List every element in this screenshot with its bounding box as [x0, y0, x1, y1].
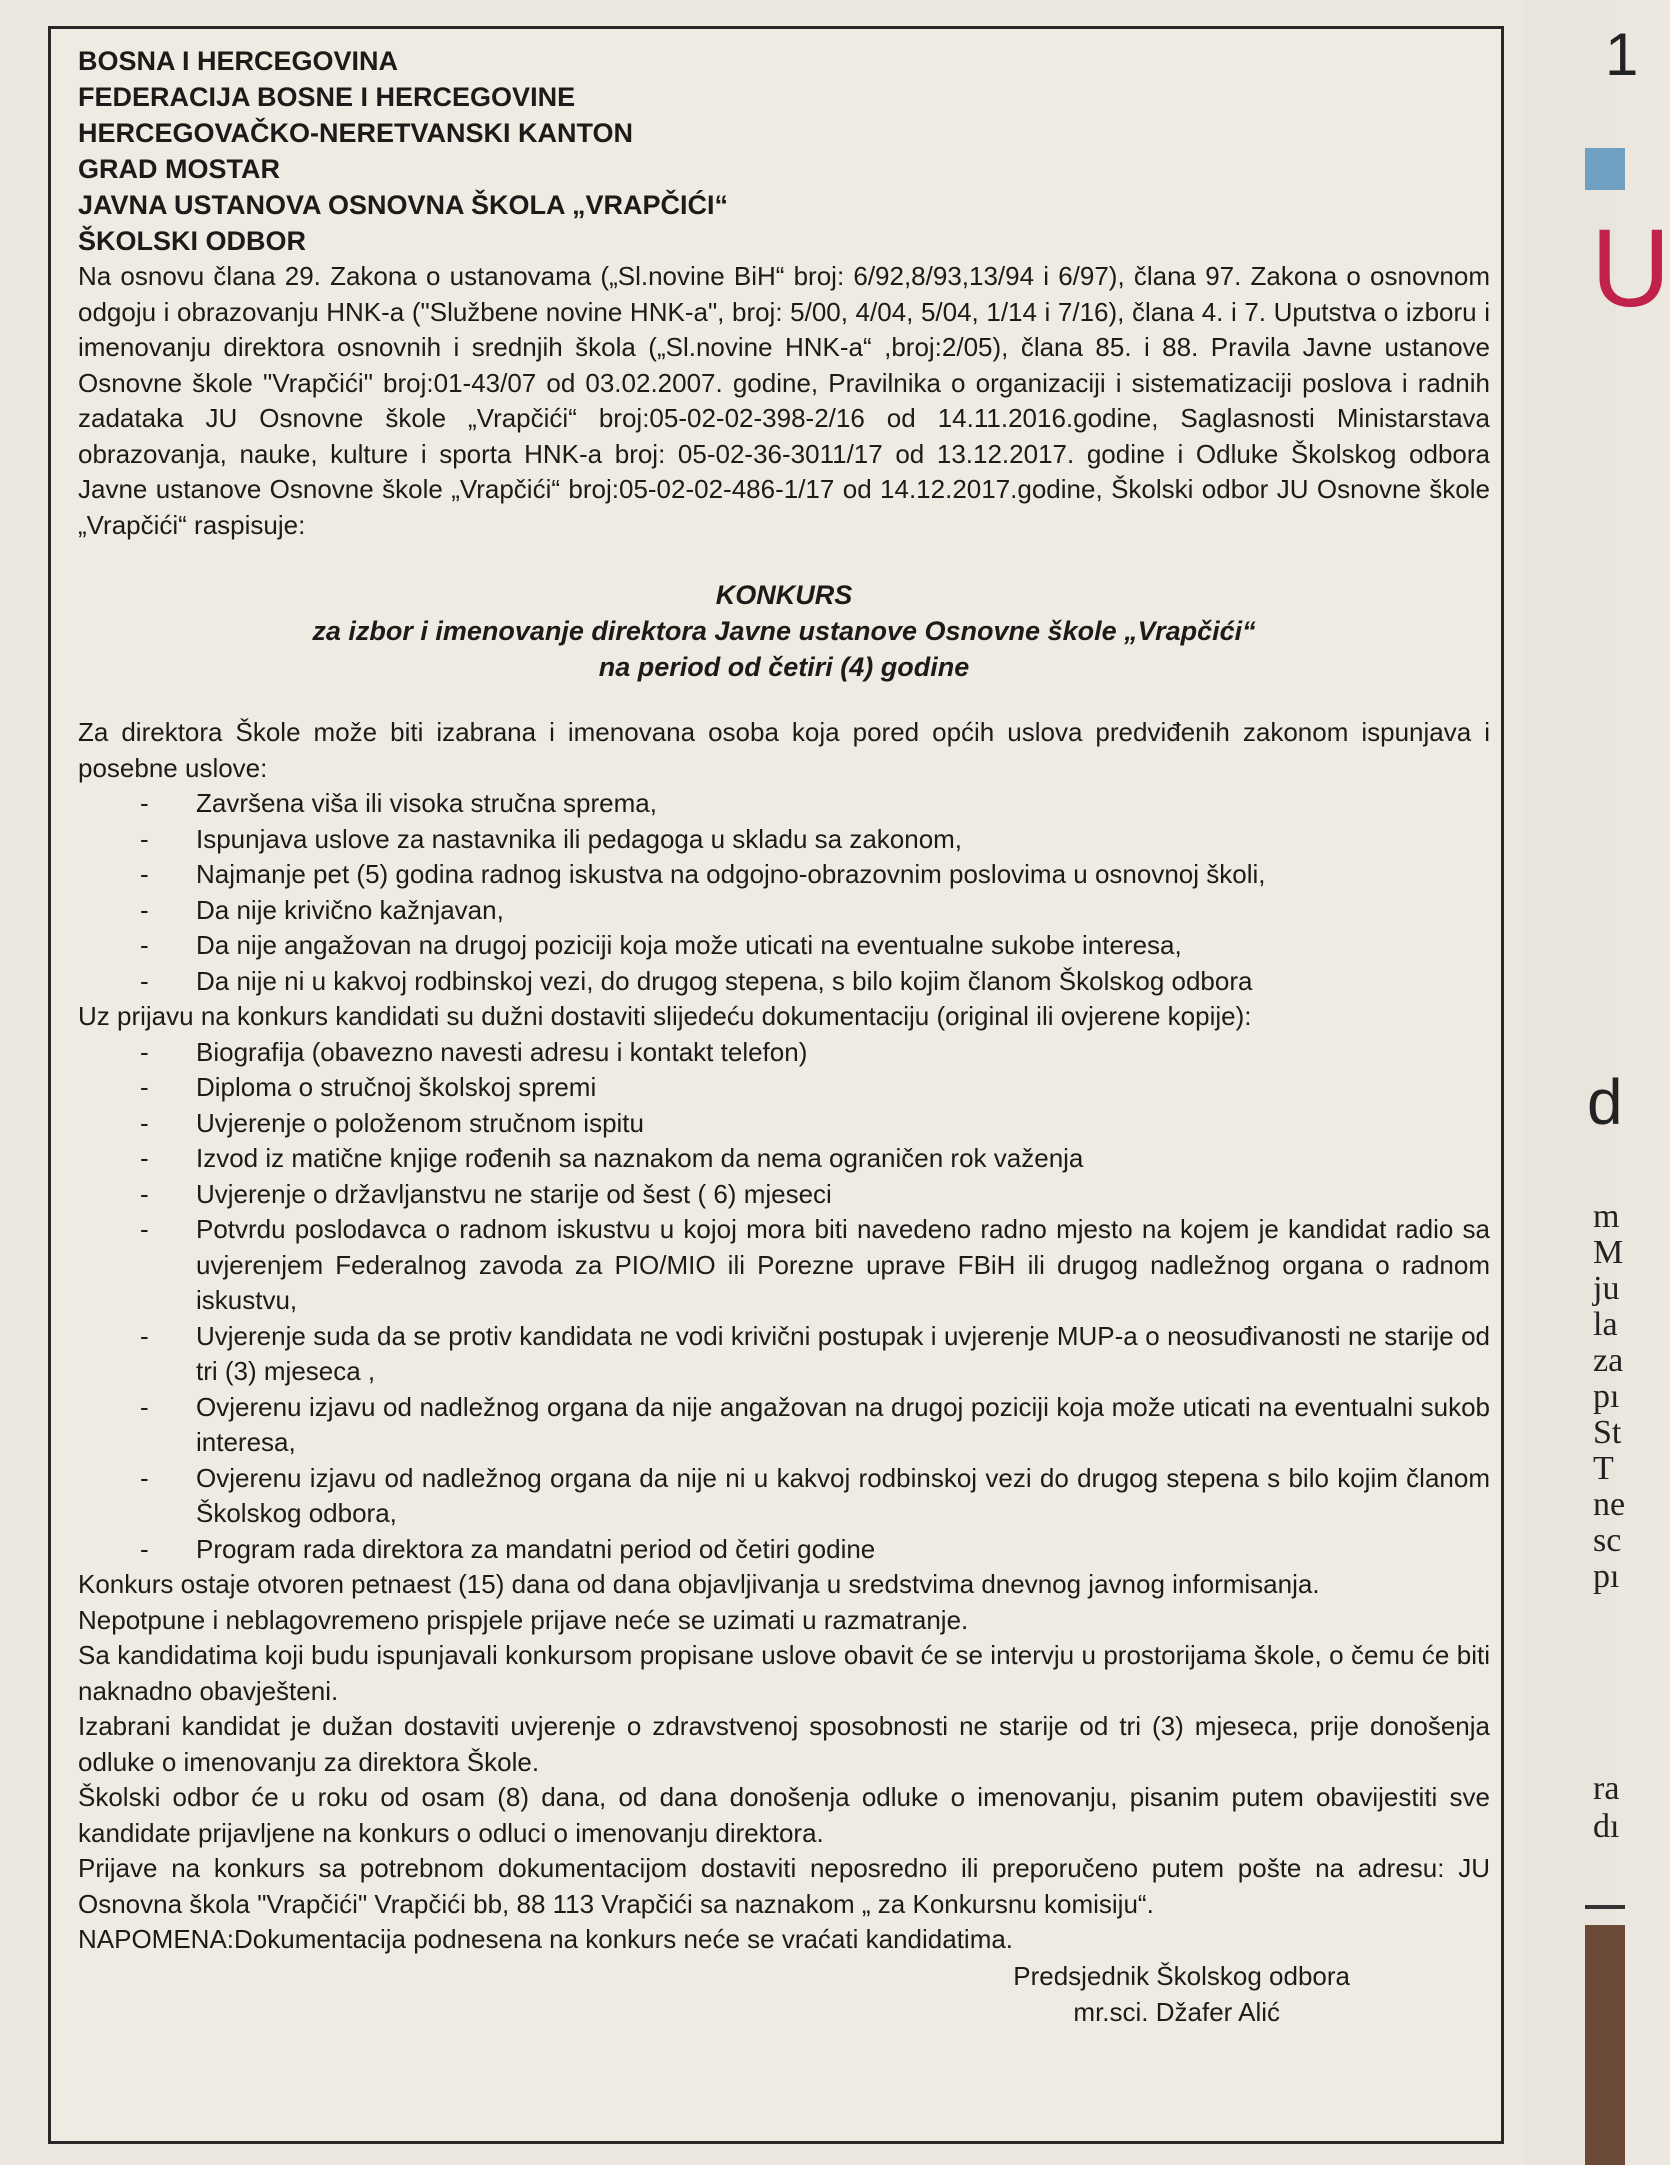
closing-paragraph: Sa kandidatima koji budu ispunjavali konkursom propisane uslove obavit će se intervju u prostorijama škole, o čemu će biti naknadno obavješteni.: [78, 1640, 1490, 1706]
closing-paragraph: Izabrani kandidat je dužan dostaviti uvjerenje o zdravstvenoj sposobnosti ne starije od tri (3) mjeseca, prije donošenja odluke o imenovanju za direktora Škole.: [78, 1711, 1490, 1777]
list-item: - Ovjerenu izjavu od nadležnog organa da nije angažovan na drugoj poziciji koja može uticati na eventualni sukob interesa,: [78, 1390, 1490, 1461]
header-line: JAVNA USTANOVA OSNOVNA ŠKOLA „VRAPČIĆI“: [78, 190, 729, 220]
adjacent-text-fragment: ju: [1593, 1270, 1620, 1307]
notice-content: [78, 43, 1490, 2030]
documents-intro: Uz prijavu na konkurs kandidati su dužni dostaviti slijedeću dokumentaciju (original ili ovjerene kopije):: [78, 1001, 1252, 1031]
header-line: HERCEGOVAČKO-NERETVANSKI KANTON: [78, 118, 634, 148]
list-item: - Ovjerenu izjavu od nadležnog organa da nije ni u kakvoj rodbinskoj vezi do drugog stepena s bilo kojim članom Školskog odbora,: [78, 1461, 1490, 1532]
adjacent-text-fragment: za: [1593, 1342, 1624, 1379]
adjacent-text-fragment: pı: [1593, 1378, 1620, 1415]
notice-title: [78, 577, 1490, 685]
adjacent-color-block: [1585, 148, 1625, 190]
adjacent-text-fragment: M: [1593, 1234, 1624, 1271]
signature-block: [78, 1958, 1490, 2030]
title-period: na period od četiri (4) godine: [598, 652, 970, 682]
list-item: - Najmanje pet (5) godina radnog iskustva na odgojno-obrazovnim poslovima u osnovnoj školi,: [78, 857, 1490, 893]
list-item: - Biografija (obavezno navesti adresu i kontakt telefon): [78, 1035, 1490, 1071]
adjacent-number: 1: [1605, 21, 1639, 88]
adjacent-text-fragment: dı: [1593, 1808, 1620, 1845]
header-line: FEDERACIJA BOSNE I HERCEGOVINE: [78, 82, 576, 112]
adjacent-text-fragment: sc: [1593, 1522, 1622, 1559]
adjacent-text-fragment: St: [1593, 1414, 1622, 1451]
title-konkurs: KONKURS: [715, 580, 853, 610]
closing-paragraph: Konkurs ostaje otvoren petnaest (15) dana od dana objavljivanja u sredstvima dnevnog javnog informisanja.: [78, 1569, 1320, 1599]
list-item: - Potvrdu poslodavca o radnom iskustvu u kojoj mora biti navedeno radno mjesto na kojem je kandidat radio sa uvjerenjem Federalnog zavoda za PIO/MIO ili Porezne uprave FBiH ili drugog nadležnog organa o radnom iskustvu,: [78, 1212, 1490, 1319]
adjacent-text-fragment: ne: [1593, 1486, 1626, 1523]
list-item: - Uvjerenje o državljanstvu ne starije od šest ( 6) mjeseci: [78, 1177, 1490, 1213]
header-line: BOSNA I HERCEGOVINA: [78, 46, 399, 76]
documents-list: [78, 1035, 1490, 1568]
adjacent-rule: [1585, 1905, 1625, 1909]
public-notice-box: [48, 26, 1504, 2144]
adjacent-photo: [1585, 1925, 1625, 2165]
header-line: ŠKOLSKI ODBOR: [78, 226, 307, 256]
adjacent-large-letter: d: [1587, 1066, 1623, 1138]
list-item: - Program rada direktora za mandatni period od četiri godine: [78, 1532, 1490, 1568]
list-item: - Izvod iz matične knjige rođenih sa naznakom da nema ograničen rok važenja: [78, 1141, 1490, 1177]
list-item: - Uvjerenje suda da se protiv kandidata ne vodi krivični postupak i uvjerenje MUP-a o neosuđivanosti ne starije od tri (3) mjeseca ,: [78, 1319, 1490, 1390]
conditions-intro: Za direktora Škole može biti izabrana i imenovana osoba koja pored općih uslova predviđenih zakonom ispunjava i posebne uslove:: [78, 717, 1490, 783]
adjacent-text-fragment: T: [1593, 1450, 1614, 1487]
list-item: - Da nije angažovan na drugoj poziciji koja može uticati na eventualne sukobe interesa,: [78, 928, 1490, 964]
closing-paragraph: Prijave na konkurs sa potrebnom dokumentacijom dostaviti neposredno ili preporučeno putem pošte na adresu: JU Osnovna škola "Vrapčići" Vrapčići bb, 88 113 Vrapčići sa naznakom „ za Konkursnu komisiju“.: [78, 1853, 1490, 1919]
signatory-name: mr.sci. Džafer Alić: [1073, 1996, 1280, 2027]
closing-paragraph: NAPOMENA:Dokumentacija podnesena na konkurs neće se vraćati kandidatima.: [78, 1924, 1014, 1954]
list-item: - Da nije krivično kažnjavan,: [78, 893, 1490, 929]
adjacent-column-fragment: [1525, 0, 1670, 2165]
title-subject: za izbor i imenovanje direktora Javne ustanove Osnovne škole „Vrapčići“: [312, 616, 1256, 646]
closing-paragraph: Školski odbor će u roku od osam (8) dana, od dana donošenja odluke o imenovanju, pisanim putem obavijestiti sve kandidate prijavljene na konkurs o odluci o imenovanju direktora.: [78, 1782, 1490, 1848]
list-item: - Završena viša ili visoka stručna sprema,: [78, 786, 1490, 822]
adjacent-text-fragment: m: [1593, 1198, 1620, 1235]
list-item: - Da nije ni u kakvoj rodbinskoj vezi, do drugog stepena, s bilo kojim članom Školskog odbora: [78, 964, 1490, 1000]
adjacent-text-fragment: pı: [1593, 1558, 1620, 1595]
list-item: - Uvjerenje o položenom stručnom ispitu: [78, 1106, 1490, 1142]
adjacent-text-fragment: la: [1593, 1306, 1618, 1343]
list-item: - Ispunjava uslove za nastavnika ili pedagoga u skladu sa zakonom,: [78, 822, 1490, 858]
closing-paragraphs: [78, 1567, 1490, 1958]
header-line: GRAD MOSTAR: [78, 154, 280, 184]
legal-basis-paragraph: Na osnovu člana 29. Zakona o ustanovama („Sl.novine BiH“ broj: 6/92,8/93,13/94 i 6/97), člana 97. Zakona o osnovnom odgoju i obrazovanju HNK-a ("Službene novine HNK-a", broj: 5/00, 4/04, 5/04, 1/14 i 7/16), člana 4. i 7. Uputstva o izboru i imenovanju direktora osnovnih i srednjih škola („Sl.novine HNK-a“ ,broj:2/05), člana 85. i 88. Pravila Javne ustanove Osnovne škole "Vrapčići" broj:01-43/07 od 03.02.2007. godine, Pravilnika o organizaciji i sistematizaciji poslova i radnih zadataka JU Osnovne škole „Vrapčići“ broj:05-02-02-398-2/16 od 14.11.2016.godine, Saglasnosti Ministarstava obrazovanja, nauke, kulture i sporta HNK-a broj: 05-02-36-3011/17 od 13.12.2017. godine i Odluke Školskog odbora Javne ustanove Osnovne škole „Vrapčići“ broj:05-02-02-486-1/17 od 14.12.2017.godine, Školski odbor JU Osnovne škole „Vrapčići“ raspisuje:: [78, 261, 1490, 540]
issuer-header: [78, 43, 1490, 259]
adjacent-red-letter: U: [1591, 207, 1670, 330]
list-item: - Diploma o stručnoj školskoj spremi: [78, 1070, 1490, 1106]
closing-paragraph: Nepotpune i neblagovremeno prispjele prijave neće se uzimati u razmatranje.: [78, 1604, 969, 1635]
adjacent-text-fragment: ra: [1593, 1770, 1620, 1807]
conditions-list: [78, 786, 1490, 999]
signatory-role: Predsjednik Školskog odbora: [1013, 1960, 1350, 1991]
